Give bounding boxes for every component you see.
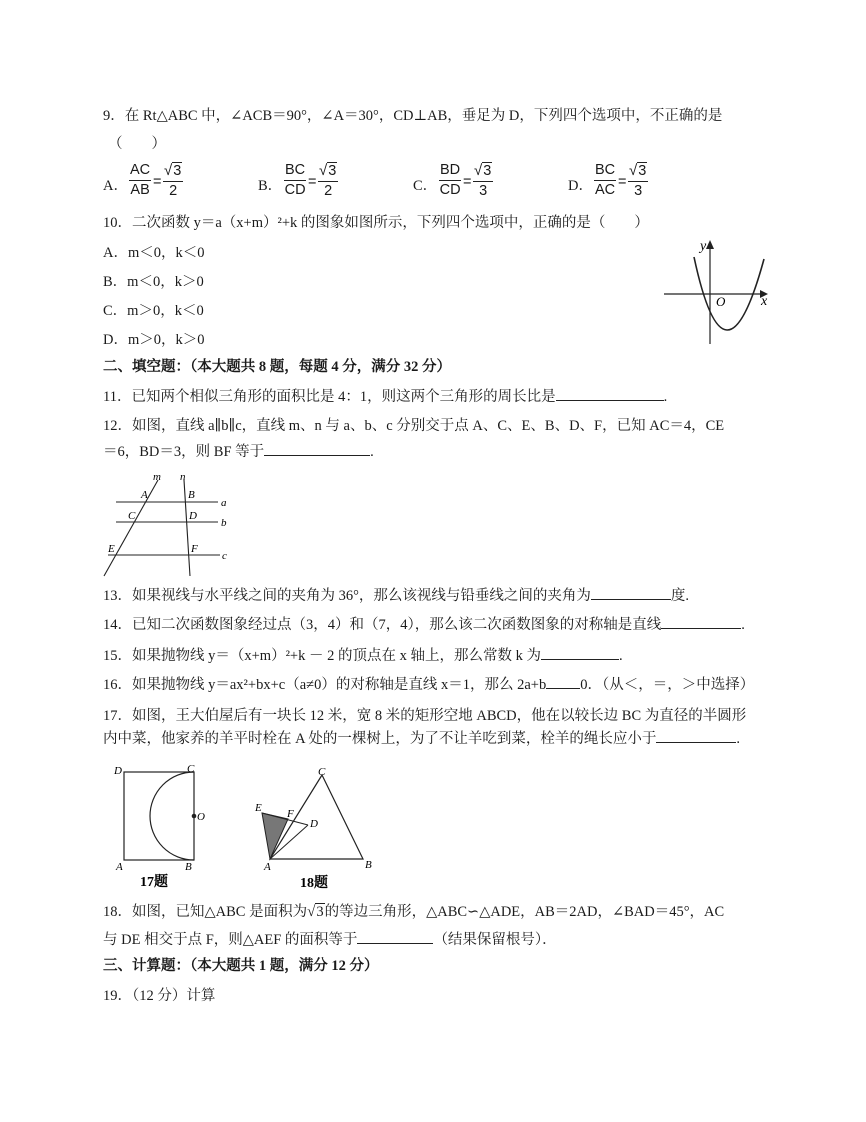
svg-text:A: A bbox=[264, 861, 271, 873]
q9-option-label: D． bbox=[568, 178, 593, 194]
q15: 15．如果抛物线 y＝（x+m）²+k － 2 的顶点在 x 轴上，那么常数 k 为 . bbox=[103, 645, 623, 666]
svg-text:B: B bbox=[365, 859, 372, 871]
q11: 11．已知两个相似三角形的面积比是 4：1，则这两个三角形的周长比是 . bbox=[103, 386, 667, 407]
q13: 13．如果视线与水平线之间的夹角为 36°，那么该视线与铅垂线之间的夹角为 度. bbox=[103, 585, 689, 606]
answer-blank[interactable] bbox=[556, 386, 664, 401]
q9-option-label: C． bbox=[413, 178, 438, 194]
answer-blank[interactable] bbox=[357, 929, 433, 944]
q16: 16．如果抛物线 y＝ax²+bx+c（a≠0）的对称轴是直线 x＝1，那么 2a+b 0．（从＜，＝，＞中选择） bbox=[103, 674, 754, 695]
q12-parallel-lines-figure bbox=[98, 470, 228, 580]
svg-text:D: D bbox=[114, 765, 122, 777]
sqrt-icon: √ bbox=[307, 904, 316, 920]
answer-blank[interactable] bbox=[591, 585, 671, 600]
figure-caption: 18题 bbox=[300, 876, 328, 891]
svg-text:A: A bbox=[116, 861, 123, 873]
q9-option-label: B． bbox=[258, 178, 283, 194]
svg-text:F: F bbox=[191, 543, 198, 555]
q19: 19．（12 分）计算 bbox=[103, 988, 216, 1004]
q12-line1: 12．如图，直线 a∥b∥c，直线 m、n 与 a、b、c 分别交于点 A、C、E、B、D、F，已知 AC＝4，CE bbox=[103, 418, 725, 434]
radical-fraction: $\frac{√3}{3}$ bbox=[629, 162, 647, 199]
q10-option-c: C．m＞0，k＜0 bbox=[103, 303, 204, 319]
answer-blank[interactable] bbox=[546, 674, 580, 689]
radical-fraction: $\frac{√3}{2}$ bbox=[164, 162, 182, 199]
fraction: $\frac{BC}{CD}$ bbox=[284, 162, 306, 198]
section-2-heading: 二、填空题：（本大题共 8 题，每题 4 分，满分 32 分） bbox=[103, 359, 451, 375]
q14: 14．已知二次函数图象经过点（3，4）和（7，4），那么该二次函数图象的对称轴是直线 . bbox=[103, 614, 745, 635]
svg-text:C: C bbox=[318, 766, 326, 778]
svg-text:m: m bbox=[153, 471, 161, 483]
svg-text:O: O bbox=[197, 811, 205, 823]
svg-text:a: a bbox=[221, 497, 227, 509]
svg-text:D: D bbox=[310, 818, 318, 830]
svg-text:E: E bbox=[255, 802, 262, 814]
fraction: $\frac{BD}{CD}$ bbox=[439, 162, 461, 198]
sqrt-icon: √ bbox=[164, 162, 173, 179]
q10-option-a: A．m＜0，k＜0 bbox=[103, 245, 205, 261]
q10-stem: 10．二次函数 y＝a（x+m）²+k 的图象如图所示，下列四个选项中，正确的是（ ） bbox=[103, 215, 649, 231]
svg-text:B: B bbox=[188, 489, 195, 501]
radical-fraction: $\frac{√3}{3}$ bbox=[474, 162, 492, 199]
fraction: $\frac{BC}{AC}$ bbox=[595, 162, 616, 198]
svg-text:B: B bbox=[185, 861, 192, 873]
sqrt-icon: √ bbox=[474, 162, 483, 179]
fraction: $\frac{AC}{AB}$ bbox=[130, 162, 151, 198]
q18-line2: 与 DE 相交于点 F，则△AEF 的面积等于 （结果保留根号）． bbox=[103, 929, 557, 950]
svg-text:D: D bbox=[189, 510, 197, 522]
svg-text:E: E bbox=[108, 543, 115, 555]
radical-fraction: $\frac{√3}{2}$ bbox=[319, 162, 337, 199]
q10-parabola-graph bbox=[662, 232, 774, 348]
answer-blank[interactable] bbox=[661, 614, 741, 629]
q17-line2: 内中菜，他家养的羊平时栓在 A 处的一棵树上，为了不让羊吃到菜，栓羊的绳长应小于 . bbox=[103, 728, 740, 749]
svg-text:C: C bbox=[187, 763, 195, 775]
q9-stem: 9．在 Rt△ABC 中，∠ACB＝90°，∠A＝30°，CD⊥AB，垂足为 D，下列四个选项中，不正确的是 bbox=[103, 108, 723, 124]
svg-text:c: c bbox=[222, 550, 227, 562]
svg-text:F: F bbox=[287, 808, 294, 820]
sqrt-icon: √ bbox=[319, 162, 328, 179]
svg-text:C: C bbox=[128, 510, 136, 522]
y-axis-label: y bbox=[700, 239, 707, 254]
q10-option-b: B．m＜0，k＞0 bbox=[103, 274, 204, 290]
svg-text:A: A bbox=[141, 489, 148, 501]
q17-line1: 17．如图，王大伯屋后有一块长 12 米，宽 8 米的矩形空地 ABCD，他在以较长边 BC 为直径的半圆形 bbox=[103, 708, 747, 724]
figure-caption: 17题 bbox=[140, 875, 168, 890]
svg-text:b: b bbox=[221, 517, 227, 529]
sqrt-icon: √ bbox=[629, 162, 638, 179]
answer-blank[interactable] bbox=[541, 645, 619, 660]
q12-line2: ＝6，BD＝3，则 BF 等于 . bbox=[103, 441, 374, 462]
x-axis-label: x bbox=[761, 294, 768, 309]
q18-line1: 18．如图，已知△ABC 是面积为√3的等边三角形，△ABC∽△ADE，AB＝2AD，∠BAD＝45°，AC bbox=[103, 904, 725, 920]
q17-rectangle-semicircle-figure bbox=[110, 762, 215, 892]
svg-text:n: n bbox=[180, 471, 186, 483]
q9-answer-paren: （ ） bbox=[108, 136, 166, 152]
answer-blank[interactable] bbox=[264, 441, 370, 456]
q9-option-label: A． bbox=[103, 178, 128, 194]
answer-blank[interactable] bbox=[656, 728, 736, 743]
q10-option-d: D．m＞0，k＞0 bbox=[103, 332, 205, 348]
section-3-heading: 三、计算题：（本大题共 1 题，满分 12 分） bbox=[103, 958, 379, 974]
q18-triangle-figure bbox=[250, 765, 380, 893]
origin-label: O bbox=[716, 294, 726, 309]
